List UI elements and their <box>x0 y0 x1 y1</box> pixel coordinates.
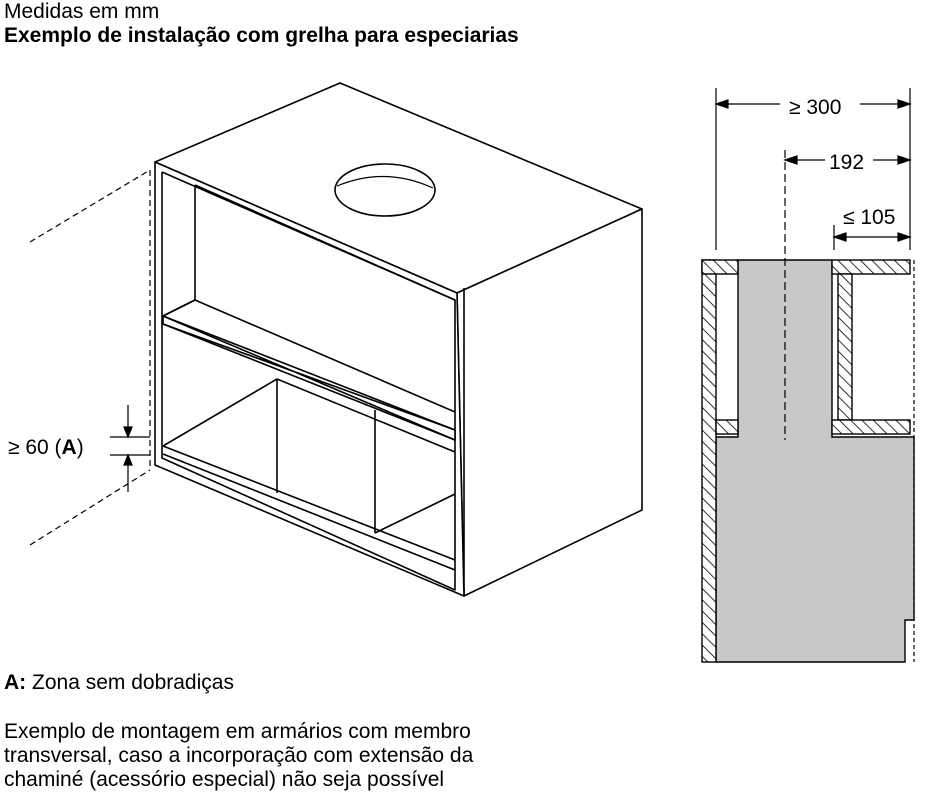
zone-a-dimension <box>30 170 150 545</box>
legend <box>4 671 234 695</box>
width-center-label: 192 <box>829 151 865 174</box>
legend-key: A: <box>4 671 27 694</box>
description-line: Exemplo de montagem em armários com membro <box>4 720 471 743</box>
description <box>4 720 624 792</box>
width-total-label: ≥ 300 <box>789 96 842 119</box>
description-line: transversal, caso a incorporação com extensão da <box>4 744 474 767</box>
units-note: Medidas em mm <box>4 0 160 23</box>
zone-a-label: ≥ 60 (A) <box>8 436 84 459</box>
width-right-label: ≤ 105 <box>843 206 896 229</box>
left-wall <box>702 260 716 662</box>
legend-text: Zona sem dobradiças <box>26 671 234 694</box>
cabinet-drawing <box>155 83 642 596</box>
description-line: chaminé (acessório especial) não seja possível <box>4 768 445 791</box>
duct-opening <box>335 164 435 216</box>
diagram-title: Exemplo de instalação com grelha para especiarias <box>4 24 519 47</box>
right-cabinet-shelf <box>832 420 910 434</box>
duct-body <box>716 260 914 662</box>
right-cabinet-top <box>832 260 910 274</box>
